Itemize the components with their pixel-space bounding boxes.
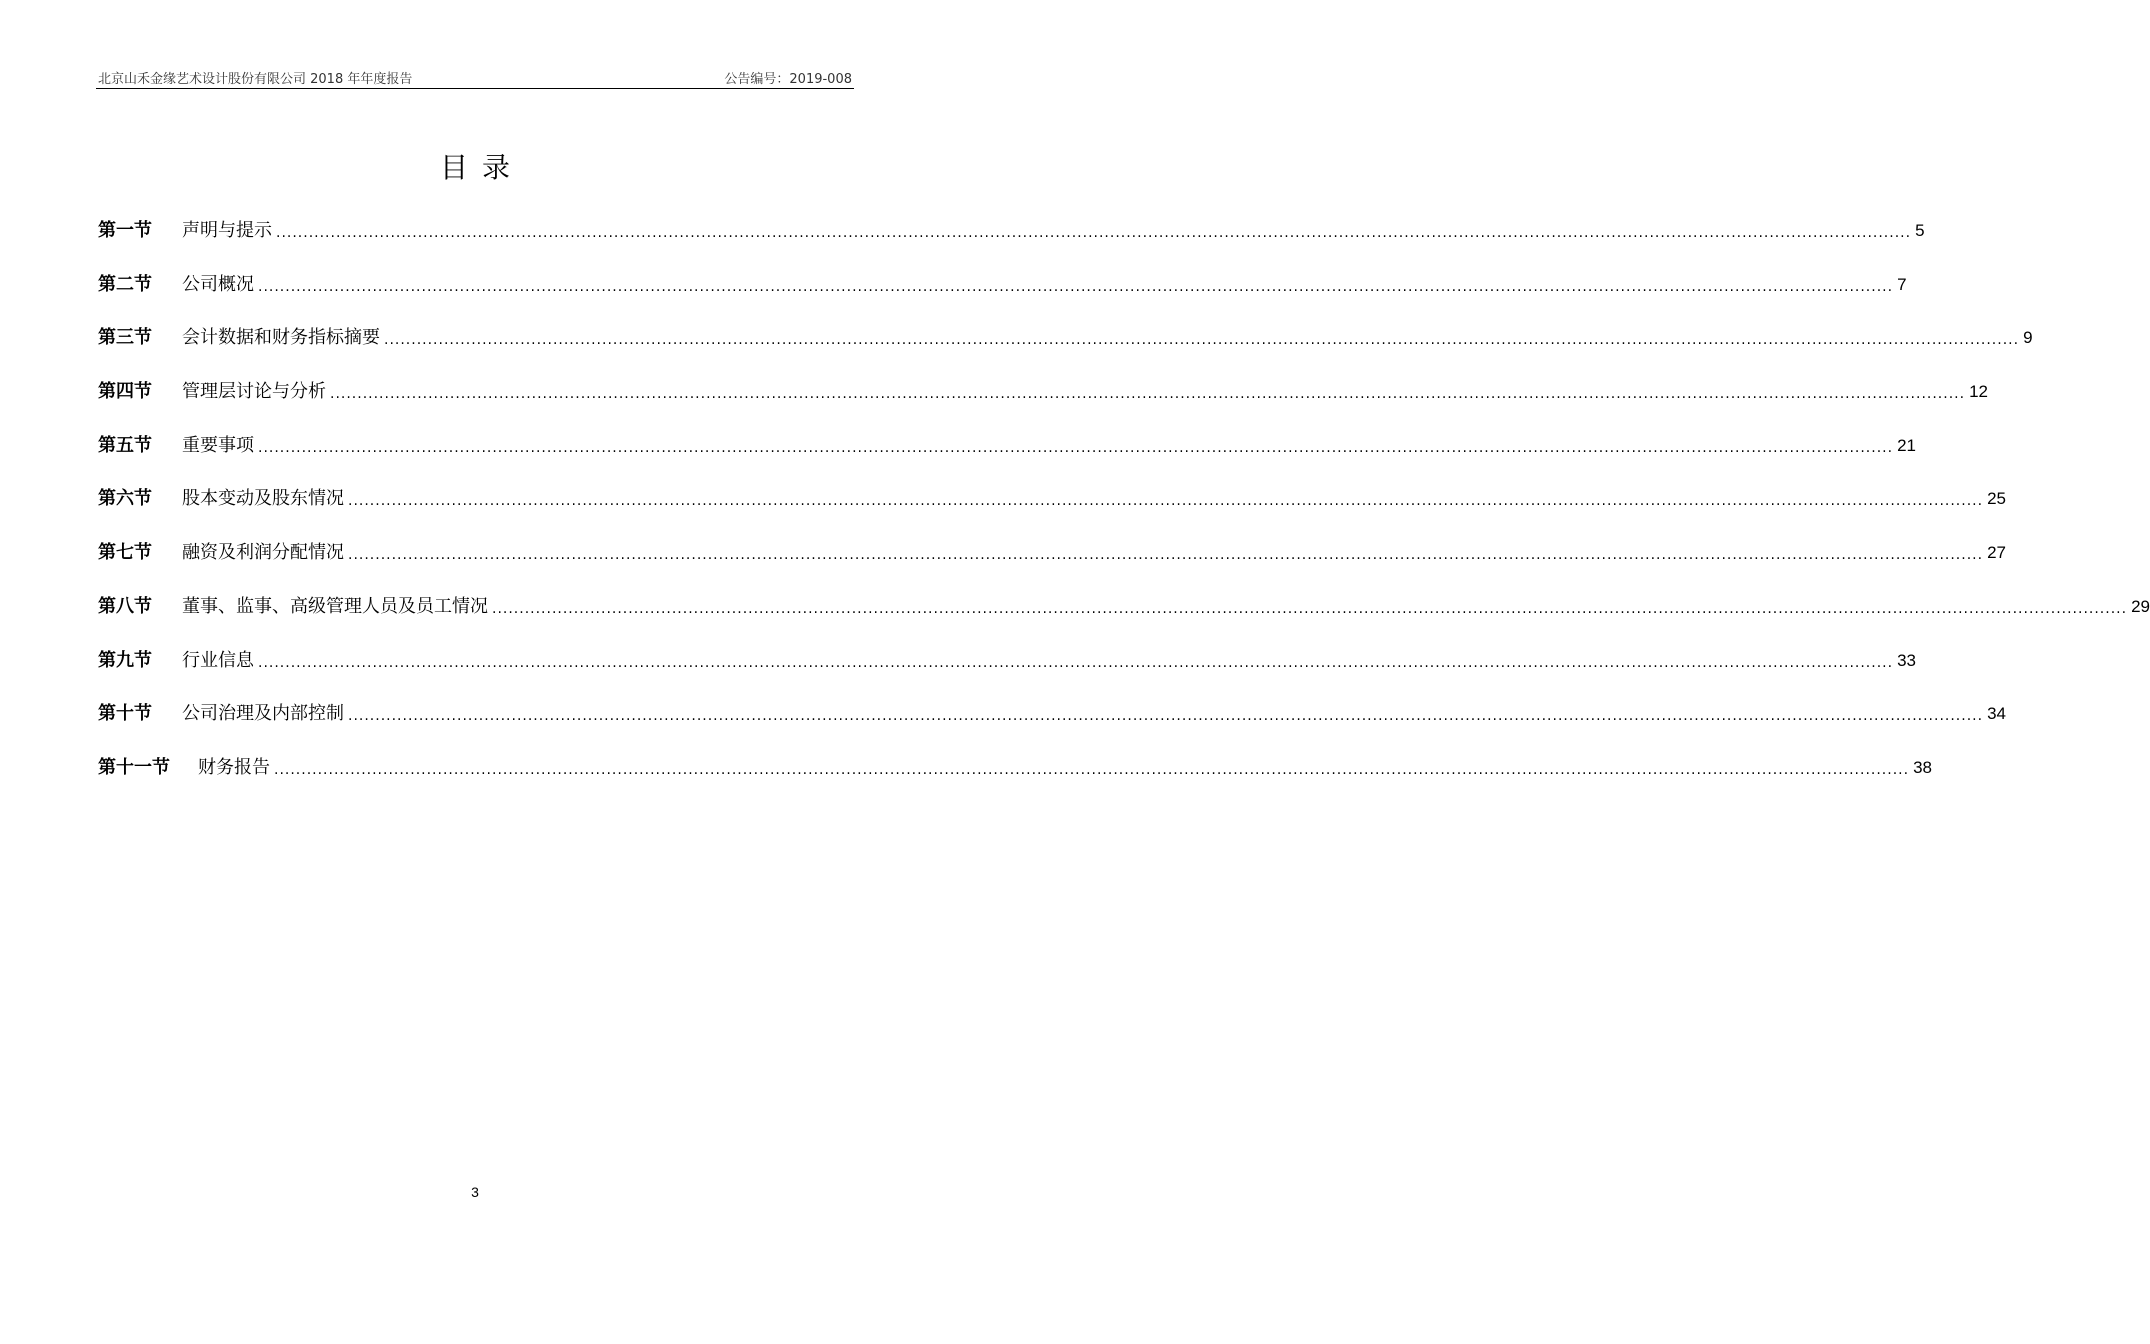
- toc-page-number: 7: [1897, 274, 1907, 294]
- toc-section-number: 第十一节: [98, 756, 170, 778]
- toc-dot-leader: ............................................................................................................................................................................................................................................................................................................: [348, 708, 1984, 725]
- toc-page-number: 5: [1915, 221, 1925, 240]
- toc-section-title: 行业信息: [182, 649, 254, 671]
- toc-dot-leader: ............................................................................................................................................................................................................................................................................................................: [258, 278, 1894, 295]
- toc-page-number: 33: [1897, 650, 1916, 670]
- toc-page-number: 9: [2023, 328, 2033, 348]
- toc-dot-leader: ............................................................................................................................................................................................................................................................................................................: [348, 493, 1984, 510]
- toc-entry[interactable]: [98, 325, 2033, 379]
- toc-entry[interactable]: [98, 218, 1925, 272]
- toc-dot-leader: ............................................................................................................................................................................................................................................................................................................: [348, 547, 1984, 564]
- toc-section-title: 会计数据和财务指标摘要: [182, 327, 380, 349]
- toc-section-number: 第六节: [98, 488, 152, 510]
- page-title: 目录: [439, 151, 524, 184]
- toc-entry[interactable]: [98, 486, 2006, 540]
- toc-section-number: 第三节: [98, 327, 152, 349]
- toc-dot-leader: ............................................................................................................................................................................................................................................................................................................: [330, 386, 1966, 403]
- toc-section-number: 第二节: [98, 273, 152, 295]
- page-header: [96, 66, 854, 88]
- toc-section-number: 第五节: [98, 434, 152, 456]
- toc-section-number: 第九节: [98, 649, 152, 671]
- toc-entry[interactable]: [98, 379, 1988, 433]
- toc-page-number: 25: [1987, 489, 2006, 509]
- toc-dot-leader: ............................................................................................................................................................................................................................................................................................................: [258, 439, 1894, 456]
- toc-entry[interactable]: [98, 540, 2006, 594]
- page-number: 3: [471, 1184, 479, 1200]
- toc-dot-leader: ............................................................................................................................................................................................................................................................................................................: [384, 332, 2020, 349]
- toc-entry[interactable]: [98, 272, 1907, 326]
- toc-dot-leader: ............................................................................................................................................................................................................................................................................................................: [492, 600, 2128, 617]
- toc-entry[interactable]: [98, 594, 2150, 648]
- toc-section-title: 公司治理及内部控制: [182, 703, 344, 725]
- header-company-title: 北京山禾金缘艺术设计股份有限公司 2018 年年度报告: [98, 72, 413, 87]
- header-divider: [96, 88, 854, 89]
- toc-page-number: 29: [2131, 596, 2150, 616]
- toc-dot-leader: ............................................................................................................................................................................................................................................................................................................: [276, 225, 1912, 241]
- toc-page-number: 12: [1969, 382, 1988, 402]
- toc-entry[interactable]: [98, 433, 1916, 487]
- toc-dot-leader: ............................................................................................................................................................................................................................................................................................................: [274, 761, 1910, 778]
- toc-entry[interactable]: [98, 755, 1932, 809]
- toc-section-title: 管理层讨论与分析: [182, 381, 326, 403]
- toc-entry[interactable]: [98, 701, 2006, 755]
- header-announcement-number: 公告编号：2019-008: [724, 72, 852, 87]
- toc-section-number: 第七节: [98, 542, 152, 564]
- toc-section-number: 第十节: [98, 703, 152, 725]
- toc-page-number: 21: [1897, 435, 1916, 455]
- table-of-contents: [98, 218, 2150, 809]
- toc-section-title: 融资及利润分配情况: [182, 542, 344, 564]
- toc-section-number: 第一节: [98, 220, 152, 241]
- toc-section-title: 董事、监事、高级管理人员及员工情况: [182, 595, 488, 617]
- toc-page-number: 34: [1987, 704, 2006, 724]
- toc-section-title: 公司概况: [182, 273, 254, 295]
- toc-section-title: 声明与提示: [182, 220, 272, 241]
- toc-section-title: 财务报告: [198, 756, 270, 778]
- toc-page-number: 38: [1913, 757, 1932, 777]
- toc-section-number: 第四节: [98, 381, 152, 403]
- toc-entry[interactable]: [98, 648, 1916, 702]
- toc-page-number: 27: [1987, 543, 2006, 563]
- toc-dot-leader: ............................................................................................................................................................................................................................................................................................................: [258, 654, 1894, 671]
- toc-section-number: 第八节: [98, 595, 152, 617]
- toc-section-title: 股本变动及股东情况: [182, 488, 344, 510]
- toc-section-title: 重要事项: [182, 434, 254, 456]
